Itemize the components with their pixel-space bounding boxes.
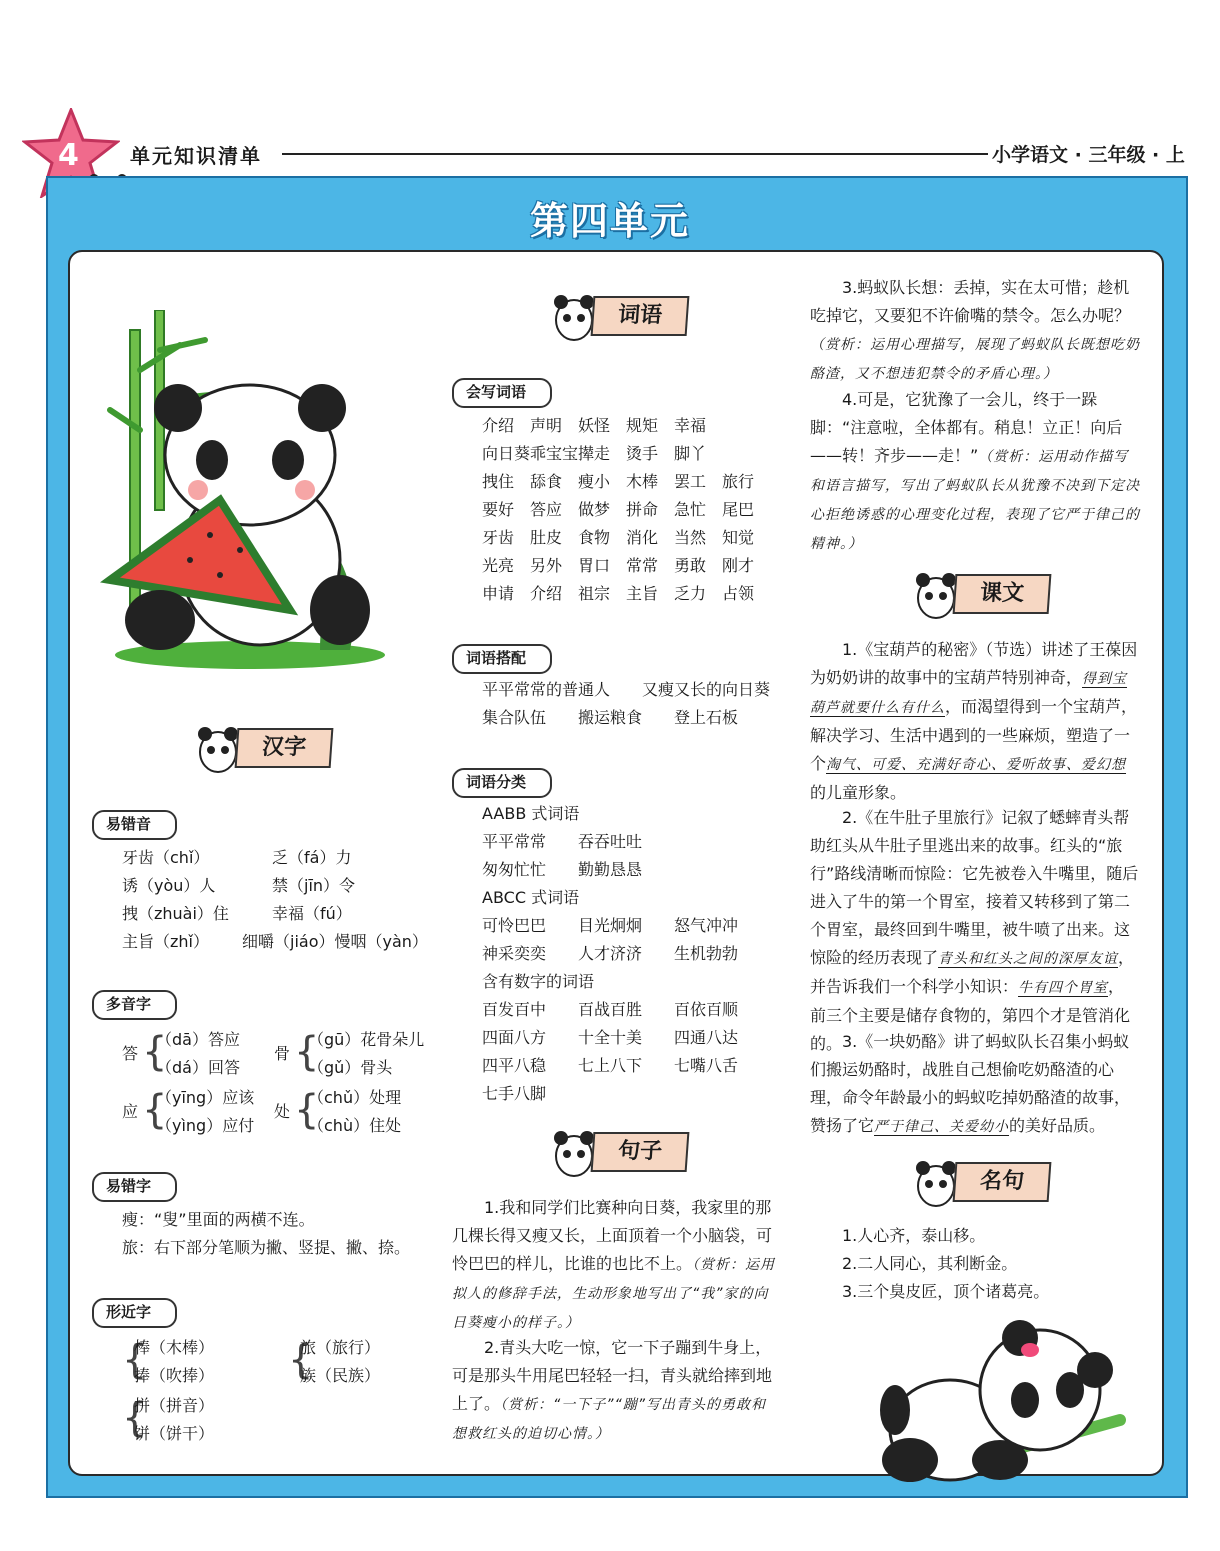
key-point: 淘气、可爱、充满好奇心、爱听故事、爱幻想	[826, 757, 1127, 773]
section-title-kewen: 课文	[953, 574, 1052, 614]
text-part: 1.《宝葫芦的秘密》（节选）讲述了王葆因为奶奶讲的故事中的宝葫芦特别神奇，	[810, 640, 1138, 687]
word: 脚丫	[674, 444, 707, 463]
polyphone-reading: （dá）回答	[156, 1058, 240, 1077]
text-part: 2.《在牛肚子里旅行》记叙了蟋蟀青头帮助红头从牛肚子里逃出来的故事。红头的“旅行”路线清晰而惊险：它先被卷入牛嘴里，随后进入了牛的第一个胃室，接着又转移到了第二个胃室，最终回到牛嘴里，被牛喷了出来。这惊险的经历表现了	[810, 808, 1139, 967]
error-char-note: 旅：右下部分笔顺为撇、竖提、撇、捺。	[122, 1238, 411, 1257]
pinyin-item: 幸福（fú）	[272, 904, 352, 923]
quote: 1.人心齐，泰山移。	[842, 1226, 986, 1245]
section-banner-mingju	[914, 1156, 1054, 1206]
word: 七嘴八舌	[674, 1056, 739, 1075]
word: 旅行	[722, 472, 755, 491]
word: 怒气冲冲	[674, 916, 739, 935]
dapei-list	[482, 676, 802, 732]
brace: {	[142, 1087, 168, 1133]
word: 做梦	[578, 500, 611, 519]
key-point: 青头和红头之间的深厚友谊	[938, 951, 1119, 967]
word-row	[482, 524, 802, 552]
word: 介绍	[530, 584, 563, 603]
word: 向日葵	[482, 444, 531, 463]
tag-label: 多音字	[92, 990, 177, 1020]
word: 光亮	[482, 556, 515, 575]
similar-char: 捧（吹捧）	[134, 1366, 215, 1385]
word: 刚才	[722, 556, 755, 575]
duoyinzi-list	[122, 1026, 442, 1142]
word-row	[482, 580, 802, 608]
word: 牙齿	[482, 528, 515, 547]
word: 木棒	[626, 472, 659, 491]
section-banner-juzi	[552, 1126, 692, 1176]
yicuoyin-list	[122, 844, 432, 956]
xingjinzi-list	[122, 1334, 442, 1450]
word: 肚皮	[530, 528, 563, 547]
word: 妖怪	[578, 416, 611, 435]
collocation: 登上石板	[674, 708, 739, 727]
polyphone-reading: （dā）答应	[156, 1030, 240, 1049]
panda-watermelon-illustration	[100, 310, 390, 670]
word: 百依百顺	[674, 1000, 739, 1019]
similar-char: 拼（拼音）	[134, 1396, 215, 1415]
header-rule	[282, 153, 988, 155]
tag-label: 形近字	[92, 1298, 177, 1328]
word: 神采奕奕	[482, 944, 547, 963]
polyphone-reading: （yìng）应付	[156, 1116, 255, 1135]
category-name: 含有数字的词语	[482, 972, 595, 991]
word-row	[482, 496, 802, 524]
tag-label: 词语分类	[452, 768, 552, 798]
word: 常常	[626, 556, 659, 575]
similar-char: 旅（旅行）	[300, 1338, 381, 1357]
brace: {	[122, 1395, 148, 1441]
tag-label: 词语搭配	[452, 644, 552, 674]
pinyin-item: 拽（zhuài）住	[122, 904, 229, 923]
unit-title: 第四单元	[529, 199, 690, 243]
word: 目光炯炯	[578, 916, 643, 935]
collocation: 搬运粮食	[578, 708, 643, 727]
panda-lying-illustration	[880, 1320, 1130, 1510]
brace: {	[294, 1087, 320, 1133]
word: 可怜巴巴	[482, 916, 547, 935]
word: 幸福	[674, 416, 707, 435]
sentence-note: （赏析：运用拟人的修辞手法，生动形象地写出了“我”家的向日葵瘦小的样子。）	[452, 1257, 776, 1331]
tag-label: 易错字	[92, 1172, 177, 1202]
brace: {	[294, 1029, 320, 1075]
word: 另外	[530, 556, 563, 575]
section-banner-hanzi	[196, 722, 336, 772]
tag-label: 易错音	[92, 810, 177, 840]
word: 介绍	[482, 416, 515, 435]
word: 申请	[482, 584, 515, 603]
word: 七手八脚	[482, 1084, 547, 1103]
similar-char: 族（民族）	[300, 1366, 381, 1385]
sentence-text: 4.可是，它犹豫了一会儿，终于一跺脚：“注意啦，全体都有。稍息！立正！向后——转！齐步——走！”	[810, 390, 1123, 465]
text-part: ，并告诉我们一个科学小知识：	[810, 948, 1135, 996]
text-part: ，前三个主要是储存食物的，第四个才是管消化的。	[810, 977, 1131, 1053]
tag-label: 会写词语	[452, 378, 552, 408]
word: 拼命	[626, 500, 659, 519]
pinyin-item: 乏（fá）力	[272, 848, 352, 867]
key-point: 得到宝葫芦就要什么有什么	[810, 671, 1128, 716]
error-char-note: 瘦：“叟”里面的两横不连。	[122, 1210, 315, 1229]
word: 声明	[530, 416, 563, 435]
pinyin-item: 细嚼（jiáo）慢咽（yàn）	[242, 932, 428, 951]
word: 罢工	[674, 472, 707, 491]
word: 匆匆忙忙	[482, 860, 547, 879]
sentence-text: 3.蚂蚁队长想：丢掉，实在太可惜；趁机吃掉它，又要犯不许偷嘴的禁令。怎么办呢？	[810, 278, 1131, 325]
word: 烫手	[626, 444, 659, 463]
word: 撵走	[578, 444, 611, 463]
juzi-item-4	[810, 386, 1140, 558]
kewen-item-2	[810, 804, 1140, 1058]
word: 舔食	[530, 472, 563, 491]
pinyin-item: 诱（yòu）人	[122, 876, 216, 895]
category-name: AABB 式词语	[482, 804, 580, 823]
word: 平平常常	[482, 832, 547, 851]
word: 答应	[530, 500, 563, 519]
word: 四平八稳	[482, 1056, 547, 1075]
header-title: 单元知识清单	[130, 144, 262, 168]
key-point: 严于律己、关爱幼小	[874, 1119, 1010, 1135]
quote: 3.三个臭皮匠，顶个诸葛亮。	[842, 1282, 1050, 1301]
fenlei-list	[482, 800, 802, 1108]
yicuozi-list	[122, 1206, 442, 1262]
word: 消化	[626, 528, 659, 547]
juzi-item-3	[810, 274, 1140, 388]
category-name: ABCC 式词语	[482, 888, 580, 907]
word: 要好	[482, 500, 515, 519]
word: 瘦小	[578, 472, 611, 491]
brace: {	[122, 1337, 148, 1383]
pinyin-item: 禁（jīn）令	[272, 876, 356, 895]
word-row	[482, 412, 802, 440]
section-title-hanzi: 汉字	[235, 728, 334, 768]
section-title-mingju: 名句	[953, 1162, 1052, 1202]
word: 百发百中	[482, 1000, 547, 1019]
huixie-word-grid	[482, 412, 802, 608]
word: 祖宗	[578, 584, 611, 603]
word: 四面八方	[482, 1028, 547, 1047]
sentence-note: （赏析：运用动作描写和语言描写，写出了蚂蚁队长从犹豫不决到下定决心拒绝诱惑的心理变化过程，表现了它严于律己的精神。）	[810, 449, 1140, 552]
word: 知觉	[722, 528, 755, 547]
polyphone-char: 应	[122, 1102, 139, 1121]
word: 食物	[578, 528, 611, 547]
brace: {	[142, 1029, 168, 1075]
word: 七上八下	[578, 1056, 643, 1075]
word: 乏力	[674, 584, 707, 603]
section-title-juzi: 句子	[591, 1132, 690, 1172]
key-point: 牛有四个胃室	[1018, 980, 1109, 996]
polyphone-reading: （gū）花骨朵儿	[308, 1030, 425, 1049]
word: 规矩	[626, 416, 659, 435]
word: 胃口	[578, 556, 611, 575]
polyphone-reading: （chǔ）处理	[308, 1088, 402, 1107]
sentence-note: （赏析：运用心理描写，展现了蚂蚁队长既想吃奶酪渣，又不想违犯禁令的矛盾心理。）	[810, 337, 1140, 382]
polyphone-char: 骨	[274, 1044, 291, 1063]
collocation: 平平常常的普通人	[482, 680, 611, 699]
unit-number: 4	[58, 138, 79, 173]
word: 吞吞吐吐	[578, 832, 643, 851]
word-row	[482, 468, 802, 496]
brace: {	[288, 1337, 314, 1383]
word: 十全十美	[578, 1028, 643, 1047]
kewen-item-3	[810, 1028, 1140, 1141]
word: 急忙	[674, 500, 707, 519]
sentence-text: 1.我和同学们比赛种向日葵，我家里的那几棵长得又瘦又长，上面顶着一个小脑袋，可怜巴巴的样儿，比谁的也比不上。	[452, 1198, 773, 1273]
word-row	[482, 552, 802, 580]
word: 生机勃勃	[674, 944, 739, 963]
similar-char: 饼（饼干）	[134, 1424, 215, 1443]
text-part: ，而渴望得到一个宝葫芦，解决学习、生活中遇到的一些麻烦，塑造了一个	[810, 697, 1138, 773]
word: 拽住	[482, 472, 515, 491]
polyphone-char: 答	[122, 1044, 139, 1063]
sentence-text: 2.青头大吃一惊，它一下子蹦到牛身上，可是那头牛用尾巴轻轻一扫，青头就给摔到地上了。	[452, 1338, 773, 1413]
mingju-list	[842, 1222, 1132, 1306]
text-part: 的美好品质。	[1009, 1116, 1106, 1135]
section-title-ciyu: 词语	[591, 296, 690, 336]
polyphone-reading: （gǔ）骨头	[308, 1058, 393, 1077]
word: 乖宝宝	[530, 444, 579, 463]
word: 四通八达	[674, 1028, 739, 1047]
sentence-note: （赏析：“一下子”“蹦”写出青头的勇敢和想救红头的迫切心情。）	[452, 1397, 767, 1442]
polyphone-reading: （chù）住处	[308, 1116, 402, 1135]
word: 勤勤恳恳	[578, 860, 643, 879]
word: 主旨	[626, 584, 659, 603]
word: 尾巴	[722, 500, 755, 519]
word: 勇敢	[674, 556, 707, 575]
juzi-item-1	[452, 1194, 778, 1337]
pinyin-item: 牙齿（chǐ）	[122, 848, 210, 867]
word: 占领	[722, 584, 755, 603]
section-banner-ciyu	[552, 290, 692, 340]
header-subject: 小学语文 · 三年级 · 上	[992, 144, 1185, 166]
word: 人才济济	[578, 944, 643, 963]
similar-char: 棒（木棒）	[134, 1338, 215, 1357]
kewen-item-1	[810, 636, 1140, 807]
text-part: 的儿童形象。	[810, 783, 907, 802]
polyphone-reading: （yīng）应该	[156, 1088, 255, 1107]
word: 百战百胜	[578, 1000, 643, 1019]
section-banner-kewen	[914, 568, 1054, 618]
collocation: 集合队伍	[482, 708, 547, 727]
text-part: 3.《一块奶酪》讲了蚂蚁队长召集小蚂蚁们搬运奶酪时，战胜自己想偷吃奶酪渣的心理，命令年龄最小的蚂蚁吃掉奶酪渣的故事，赞扬了它	[810, 1032, 1131, 1135]
collocation: 又瘦又长的向日葵	[642, 680, 771, 699]
pinyin-item: 主旨（zhǐ）	[122, 932, 209, 951]
polyphone-char: 处	[274, 1102, 291, 1121]
juzi-item-2	[452, 1334, 778, 1448]
word: 当然	[674, 528, 707, 547]
quote: 2.二人同心，其利断金。	[842, 1254, 1018, 1273]
word-row	[482, 440, 802, 468]
